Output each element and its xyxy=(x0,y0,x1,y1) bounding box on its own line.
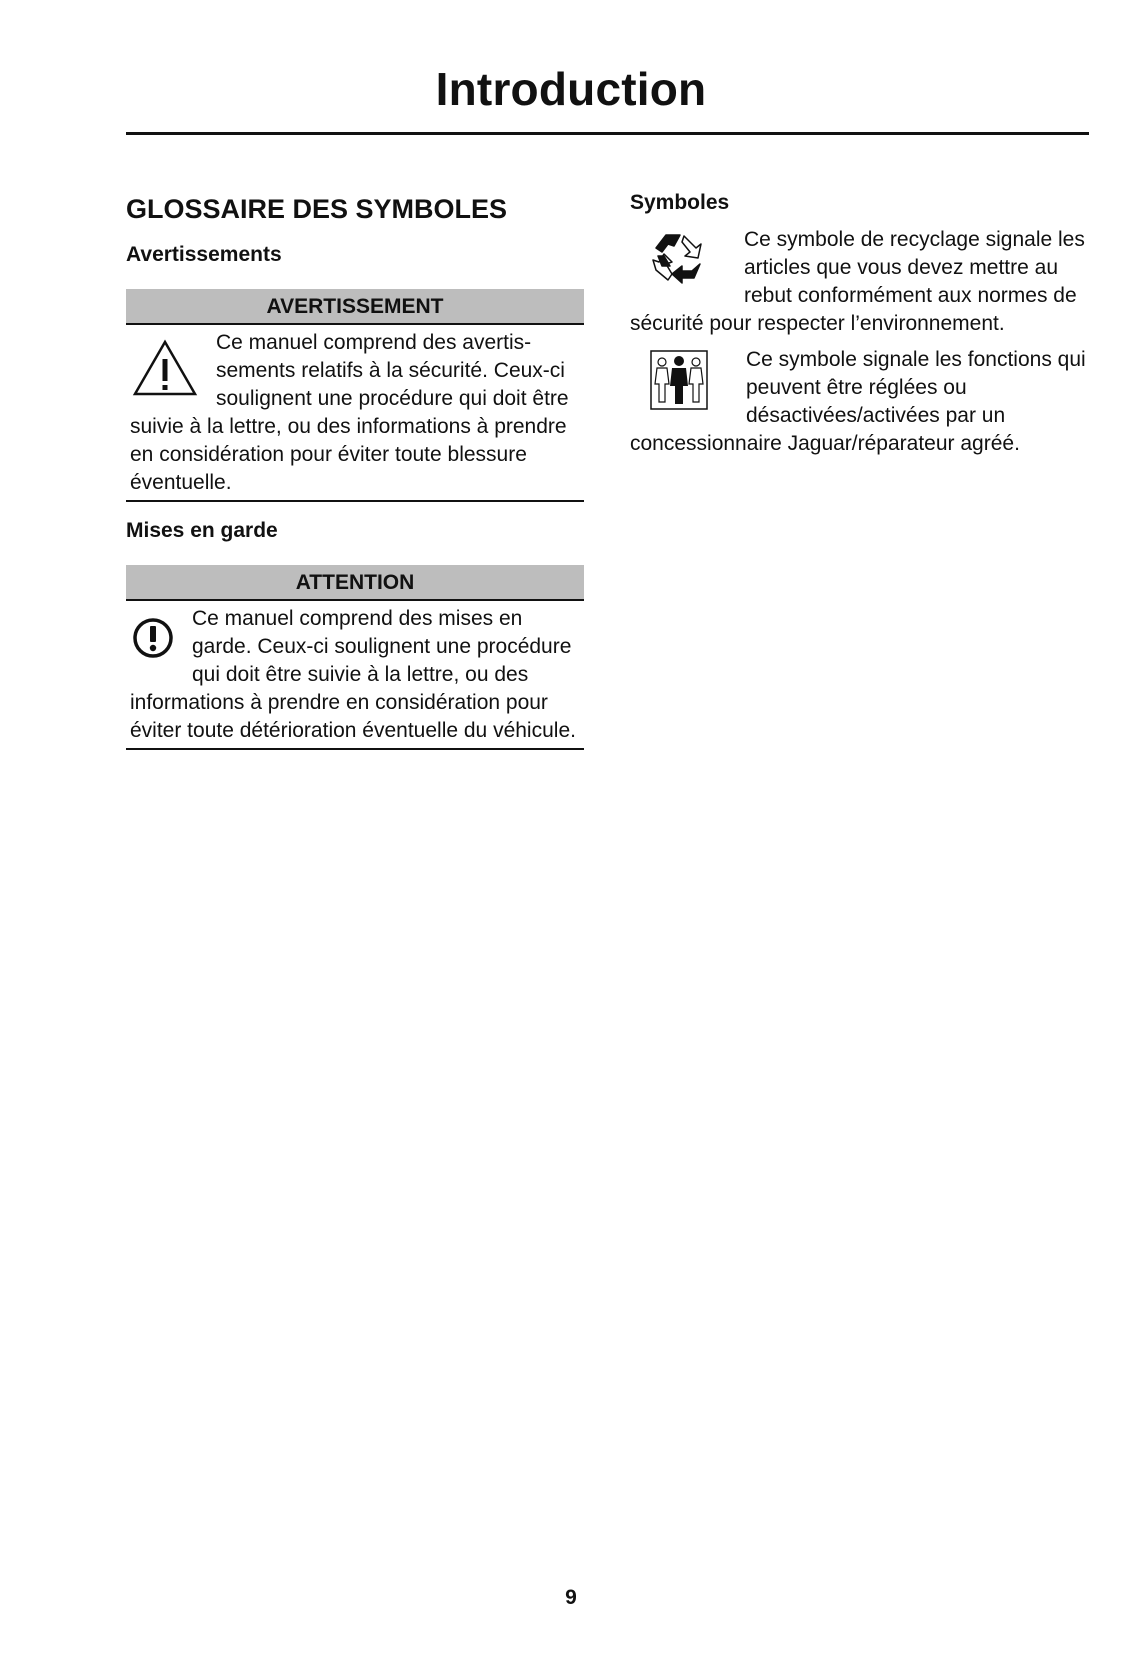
caution-text: Ce manuel comprend des mises en garde. Ceux-ci soulignent une procédure qui doit être suivie à la lettre, ou des informations à prendre en considération pour éviter toute détérioration éventuelle du véhicule. xyxy=(130,607,576,742)
caution-exclamation-icon xyxy=(132,617,174,667)
page-title: Introduction xyxy=(435,63,707,115)
right-column xyxy=(630,190,1090,458)
caution-box xyxy=(126,565,584,750)
warning-text: Ce manuel comprend des avertissements relatifs à la sécurité. Ceux-ci soulignent une procédure qui doit être suivie à la lettre, ou des informations à prendre en considération pour éviter toute blessure éventuelle. xyxy=(130,331,569,494)
dealer-text: Ce symbole signale les fonctions qui peuvent être réglées ou désactivées/activées par un concessionnaire Jaguar/réparateur agréé. xyxy=(630,348,1086,455)
dealer-symbol-entry xyxy=(630,346,1090,458)
recycle-icon xyxy=(650,230,706,294)
caution-box-label: ATTENTION xyxy=(126,565,584,601)
caution-box-body xyxy=(126,601,584,750)
dealer-persons-icon xyxy=(650,350,708,418)
warning-box xyxy=(126,289,584,502)
warning-triangle-icon xyxy=(132,339,198,405)
cautions-heading: Mises en garde xyxy=(126,519,278,542)
left-column xyxy=(126,190,584,750)
warnings-heading: Avertissements xyxy=(126,243,282,266)
symbols-heading: Symboles xyxy=(630,191,730,214)
page-number: 9 xyxy=(565,1586,577,1609)
warning-box-label: AVERTISSEMENT xyxy=(126,289,584,325)
recycle-text: Ce symbole de recyclage signale les articles que vous devez mettre au rebut conformément aux normes de sécurité pour respecter l’environnement. xyxy=(630,228,1085,335)
recycle-symbol-entry xyxy=(630,226,1090,338)
warning-box-body xyxy=(126,325,584,502)
section-title: GLOSSAIRE DES SYMBOLES xyxy=(126,194,508,224)
title-divider xyxy=(126,132,1089,135)
